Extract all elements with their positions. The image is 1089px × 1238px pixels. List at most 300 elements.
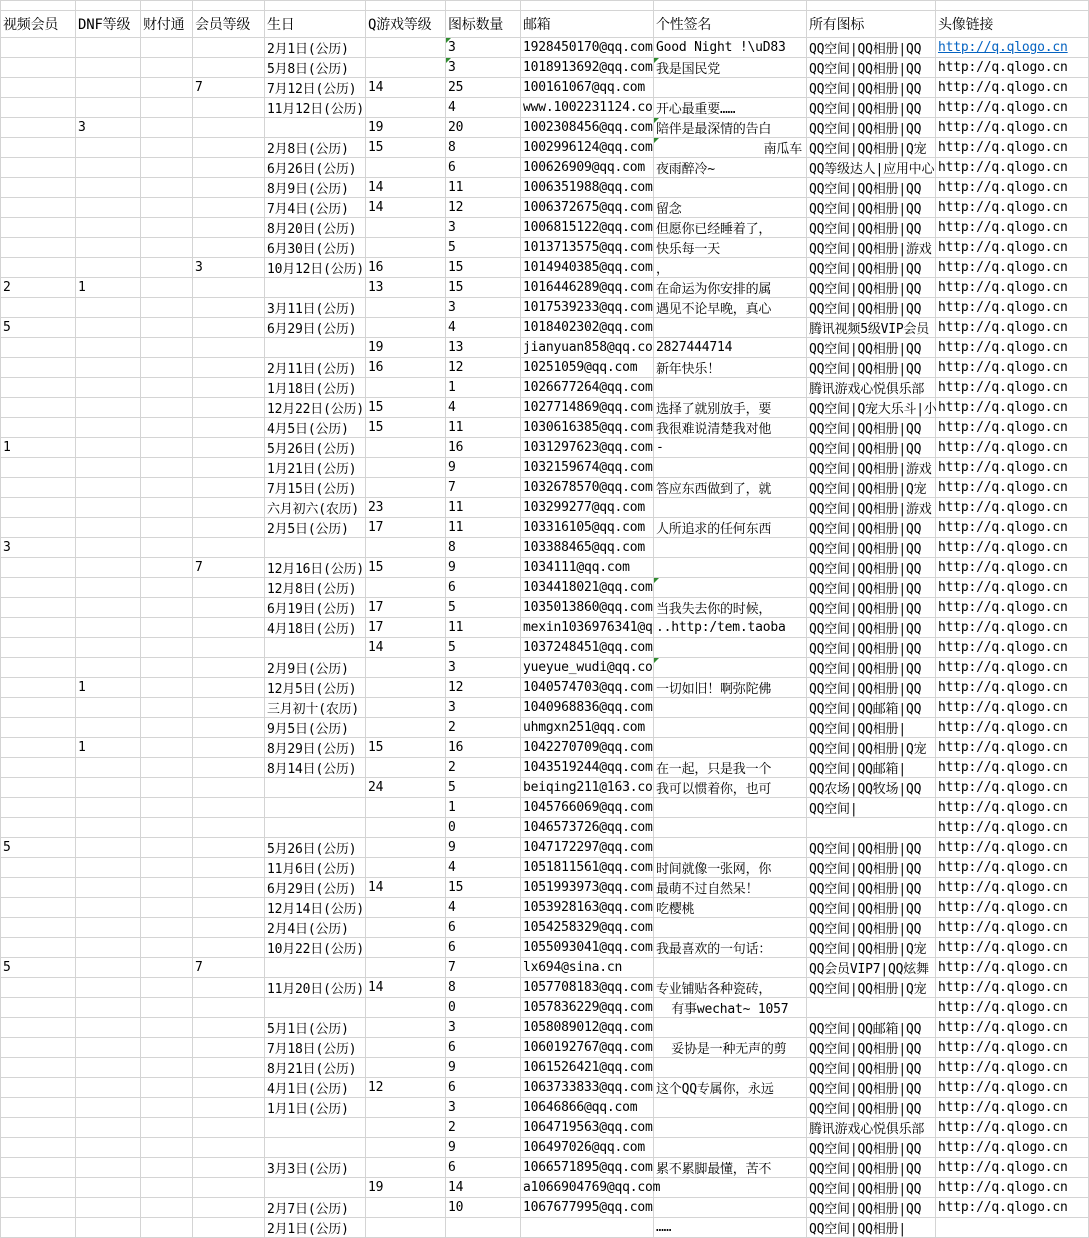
- cell-dnf-level[interactable]: [76, 78, 141, 98]
- cell-email[interactable]: 1045766069@qq.com: [521, 798, 654, 818]
- cell-icon-count[interactable]: 11: [446, 178, 521, 198]
- cell-member-level[interactable]: [193, 318, 265, 338]
- cell-avatar-link[interactable]: http://q.qlogo.cn: [936, 698, 1089, 718]
- cell-avatar-link[interactable]: http://q.qlogo.cn: [936, 878, 1089, 898]
- cell-signature[interactable]: 留念: [654, 198, 807, 218]
- cell-tenpay[interactable]: [141, 278, 193, 298]
- cell-video-vip[interactable]: [1, 138, 76, 158]
- cell-icon-count[interactable]: 9: [446, 458, 521, 478]
- cell-avatar-link[interactable]: http://q.qlogo.cn: [936, 938, 1089, 958]
- cell-all-icons[interactable]: QQ空间|QQ相册|QQ: [807, 858, 936, 878]
- cell-all-icons[interactable]: QQ空间|QQ相册|QQ: [807, 198, 936, 218]
- cell-email[interactable]: 1017539233@qq.com: [521, 298, 654, 318]
- cell-avatar-link[interactable]: http://q.qlogo.cn: [936, 558, 1089, 578]
- cell-birthday[interactable]: [265, 798, 366, 818]
- cell-member-level[interactable]: [193, 178, 265, 198]
- cell-avatar-link[interactable]: http://q.qlogo.cn: [936, 358, 1089, 378]
- cell-signature[interactable]: [654, 838, 807, 858]
- cell-avatar-link[interactable]: http://q.qlogo.cn: [936, 638, 1089, 658]
- cell-icon-count[interactable]: 12: [446, 678, 521, 698]
- cell-birthday[interactable]: 11月6日(公历): [265, 858, 366, 878]
- cell-icon-count[interactable]: 3: [446, 1098, 521, 1118]
- cell-avatar-link[interactable]: http://q.qlogo.cn: [936, 1178, 1089, 1198]
- cell-signature[interactable]: 选择了就别放手，要: [654, 398, 807, 418]
- cell-tenpay[interactable]: [141, 998, 193, 1018]
- cell-email[interactable]: 1047172297@qq.com: [521, 838, 654, 858]
- cell-tenpay[interactable]: [141, 858, 193, 878]
- cell-signature[interactable]: [654, 1058, 807, 1078]
- cell-qgame-level[interactable]: 17: [366, 618, 446, 638]
- cell-avatar-link[interactable]: http://q.qlogo.cn: [936, 718, 1089, 738]
- cell-icon-count[interactable]: 3: [446, 658, 521, 678]
- cell-signature[interactable]: [654, 558, 807, 578]
- cell-tenpay[interactable]: [141, 958, 193, 978]
- cell-icon-count[interactable]: 11: [446, 618, 521, 638]
- cell-dnf-level[interactable]: [76, 818, 141, 838]
- cell-video-vip[interactable]: [1, 1018, 76, 1038]
- cell-signature[interactable]: [654, 1118, 807, 1138]
- cell-qgame-level[interactable]: [366, 718, 446, 738]
- cell-avatar-link[interactable]: http://q.qlogo.cn: [936, 1018, 1089, 1038]
- cell-video-vip[interactable]: [1, 238, 76, 258]
- cell-video-vip[interactable]: [1, 1138, 76, 1158]
- cell-tenpay[interactable]: [141, 1018, 193, 1038]
- cell-qgame-level[interactable]: 19: [366, 338, 446, 358]
- cell-avatar-link[interactable]: http://q.qlogo.cn: [936, 278, 1089, 298]
- cell-email[interactable]: 1042270709@qq.com: [521, 738, 654, 758]
- cell-email[interactable]: 100161067@qq.com: [521, 78, 654, 98]
- cell-all-icons[interactable]: QQ空间|QQ相册|QQ: [807, 638, 936, 658]
- cell-dnf-level[interactable]: [76, 938, 141, 958]
- cell-avatar-link[interactable]: http://q.qlogo.cn: [936, 498, 1089, 518]
- cell-all-icons[interactable]: QQ空间|QQ邮箱|QQ: [807, 698, 936, 718]
- cell-birthday[interactable]: 12月5日(公历): [265, 678, 366, 698]
- cell-icon-count[interactable]: 4: [446, 98, 521, 118]
- cell-signature[interactable]: 妥协是一种无声的剪: [654, 1038, 807, 1058]
- cell-all-icons[interactable]: 腾讯游戏心悦俱乐部: [807, 1118, 936, 1138]
- cell-dnf-level[interactable]: [76, 638, 141, 658]
- cell-all-icons[interactable]: QQ农场|QQ牧场|QQ: [807, 778, 936, 798]
- cell-member-level[interactable]: [193, 578, 265, 598]
- cell-icon-count[interactable]: 2: [446, 1118, 521, 1138]
- cell-icon-count[interactable]: 12: [446, 198, 521, 218]
- cell-member-level[interactable]: 7: [193, 958, 265, 978]
- cell-icon-count[interactable]: 1: [446, 378, 521, 398]
- cell-email[interactable]: 106497026@qq.com: [521, 1138, 654, 1158]
- cell-birthday[interactable]: [265, 638, 366, 658]
- cell-birthday[interactable]: [265, 538, 366, 558]
- cell-tenpay[interactable]: [141, 978, 193, 998]
- cell-email[interactable]: 1046573726@qq.com: [521, 818, 654, 838]
- cell-tenpay[interactable]: [141, 58, 193, 78]
- cell-all-icons[interactable]: QQ空间|QQ相册|QQ: [807, 538, 936, 558]
- cell-video-vip[interactable]: [1, 398, 76, 418]
- cell-tenpay[interactable]: [141, 1138, 193, 1158]
- cell-dnf-level[interactable]: [76, 1078, 141, 1098]
- cell-signature[interactable]: [654, 1198, 807, 1218]
- cell-icon-count[interactable]: 2: [446, 718, 521, 738]
- cell-birthday[interactable]: 8月21日(公历): [265, 1058, 366, 1078]
- cell-qgame-level[interactable]: [366, 218, 446, 238]
- cell-dnf-level[interactable]: [76, 978, 141, 998]
- cell-qgame-level[interactable]: [366, 1118, 446, 1138]
- cell-dnf-level[interactable]: [76, 498, 141, 518]
- cell-dnf-level[interactable]: [76, 1158, 141, 1178]
- cell-all-icons[interactable]: QQ空间|QQ相册|: [807, 718, 936, 738]
- cell-qgame-level[interactable]: [366, 818, 446, 838]
- cell-avatar-link[interactable]: http://q.qlogo.cn: [936, 898, 1089, 918]
- cell-video-vip[interactable]: [1, 858, 76, 878]
- cell-birthday[interactable]: 8月9日(公历): [265, 178, 366, 198]
- cell-signature[interactable]: 当我失去你的时候，: [654, 598, 807, 618]
- cell-avatar-link[interactable]: http://q.qlogo.cn: [936, 478, 1089, 498]
- column-header-icon-count[interactable]: 图标数量: [446, 11, 521, 38]
- cell-avatar-link[interactable]: http://q.qlogo.cn: [936, 598, 1089, 618]
- cell-birthday[interactable]: 10月22日(公历): [265, 938, 366, 958]
- cell-tenpay[interactable]: [141, 318, 193, 338]
- cell-video-vip[interactable]: [1, 798, 76, 818]
- column-header-video-vip[interactable]: 视频会员: [1, 11, 76, 38]
- cell-icon-count[interactable]: 5: [446, 778, 521, 798]
- cell-signature[interactable]: [654, 958, 807, 978]
- cell-qgame-level[interactable]: 16: [366, 258, 446, 278]
- cell-icon-count[interactable]: 1: [446, 798, 521, 818]
- cell-birthday[interactable]: 5月26日(公历): [265, 838, 366, 858]
- cell-all-icons[interactable]: QQ空间|Q宠大乐斗|小: [807, 398, 936, 418]
- cell-dnf-level[interactable]: 3: [76, 118, 141, 138]
- cell-tenpay[interactable]: [141, 758, 193, 778]
- cell-qgame-level[interactable]: [366, 578, 446, 598]
- cell-birthday[interactable]: 8月29日(公历): [265, 738, 366, 758]
- cell-dnf-level[interactable]: [76, 318, 141, 338]
- cell-signature[interactable]: 夜雨醉冷~: [654, 158, 807, 178]
- cell-email[interactable]: 1057708183@qq.com: [521, 978, 654, 998]
- cell-member-level[interactable]: 7: [193, 558, 265, 578]
- cell-tenpay[interactable]: [141, 798, 193, 818]
- cell-all-icons[interactable]: QQ空间|QQ相册|QQ: [807, 218, 936, 238]
- cell-qgame-level[interactable]: 23: [366, 498, 446, 518]
- cell-email[interactable]: 1002996124@qq.com: [521, 138, 654, 158]
- cell-avatar-link[interactable]: http://q.qlogo.cn: [936, 118, 1089, 138]
- cell-all-icons[interactable]: QQ空间|QQ相册|QQ: [807, 1038, 936, 1058]
- cell-email[interactable]: 1032678570@qq.com: [521, 478, 654, 498]
- cell-qgame-level[interactable]: [366, 798, 446, 818]
- cell-birthday[interactable]: 2月1日(公历): [265, 38, 366, 58]
- cell-all-icons[interactable]: QQ空间|QQ相册|QQ: [807, 658, 936, 678]
- cell-email[interactable]: 1016446289@qq.com: [521, 278, 654, 298]
- cell-qgame-level[interactable]: [366, 98, 446, 118]
- cell-member-level[interactable]: [193, 438, 265, 458]
- cell-avatar-link[interactable]: http://q.qlogo.cn: [936, 738, 1089, 758]
- cell-avatar-link[interactable]: http://q.qlogo.cn: [936, 758, 1089, 778]
- cell-signature[interactable]: [654, 318, 807, 338]
- cell-icon-count[interactable]: 8: [446, 138, 521, 158]
- cell-tenpay[interactable]: [141, 138, 193, 158]
- cell-tenpay[interactable]: [141, 1078, 193, 1098]
- cell-email[interactable]: 1051993973@qq.com: [521, 878, 654, 898]
- cell-signature[interactable]: 有事wechat~ 1057: [654, 998, 807, 1018]
- cell-icon-count[interactable]: 11: [446, 518, 521, 538]
- cell-email[interactable]: 103299277@qq.com: [521, 498, 654, 518]
- cell-dnf-level[interactable]: [76, 718, 141, 738]
- cell-signature[interactable]: [654, 918, 807, 938]
- cell-all-icons[interactable]: [807, 818, 936, 838]
- cell-qgame-level[interactable]: [366, 1018, 446, 1038]
- cell-tenpay[interactable]: [141, 898, 193, 918]
- cell-member-level[interactable]: [193, 678, 265, 698]
- cell-dnf-level[interactable]: [76, 618, 141, 638]
- cell-video-vip[interactable]: [1, 98, 76, 118]
- cell-all-icons[interactable]: QQ空间|QQ相册|QQ: [807, 578, 936, 598]
- cell-video-vip[interactable]: [1, 658, 76, 678]
- cell-birthday[interactable]: 6月26日(公历): [265, 158, 366, 178]
- cell-tenpay[interactable]: [141, 838, 193, 858]
- cell-dnf-level[interactable]: [76, 858, 141, 878]
- cell-member-level[interactable]: 3: [193, 258, 265, 278]
- cell-dnf-level[interactable]: [76, 218, 141, 238]
- cell-signature[interactable]: ，: [654, 258, 807, 278]
- cell-member-level[interactable]: [193, 398, 265, 418]
- cell-tenpay[interactable]: [141, 598, 193, 618]
- cell-dnf-level[interactable]: [76, 1218, 141, 1238]
- cell-tenpay[interactable]: [141, 1158, 193, 1178]
- cell-email[interactable]: 1018402302@qq.com: [521, 318, 654, 338]
- cell-avatar-link[interactable]: http://q.qlogo.cn: [936, 438, 1089, 458]
- cell-all-icons[interactable]: QQ空间|QQ相册|游戏: [807, 238, 936, 258]
- cell-avatar-link[interactable]: http://q.qlogo.cn: [936, 58, 1089, 78]
- cell-avatar-link[interactable]: http://q.qlogo.cn: [936, 618, 1089, 638]
- cell-all-icons[interactable]: 腾讯视频5级VIP会员: [807, 318, 936, 338]
- cell-email[interactable]: jianyuan858@qq.co: [521, 338, 654, 358]
- column-header-email[interactable]: 邮箱: [521, 11, 654, 38]
- cell-member-level[interactable]: [193, 1018, 265, 1038]
- cell-icon-count[interactable]: 0: [446, 818, 521, 838]
- cell-video-vip[interactable]: [1, 478, 76, 498]
- cell-birthday[interactable]: [265, 338, 366, 358]
- cell-member-level[interactable]: [193, 998, 265, 1018]
- cell-qgame-level[interactable]: 17: [366, 598, 446, 618]
- cell-all-icons[interactable]: QQ空间|QQ相册|QQ: [807, 98, 936, 118]
- cell-tenpay[interactable]: [141, 358, 193, 378]
- cell-qgame-level[interactable]: 15: [366, 558, 446, 578]
- cell-tenpay[interactable]: [141, 1098, 193, 1118]
- cell-qgame-level[interactable]: [366, 538, 446, 558]
- cell-qgame-level[interactable]: [366, 1218, 446, 1238]
- column-header-member-level[interactable]: 会员等级: [193, 11, 265, 38]
- cell-avatar-link[interactable]: http://q.qlogo.cn: [936, 458, 1089, 478]
- column-header-birthday[interactable]: 生日: [265, 11, 366, 38]
- cell-all-icons[interactable]: [807, 998, 936, 1018]
- cell-tenpay[interactable]: [141, 818, 193, 838]
- cell-member-level[interactable]: 7: [193, 78, 265, 98]
- cell-birthday[interactable]: 4月5日(公历): [265, 418, 366, 438]
- cell-dnf-level[interactable]: [76, 158, 141, 178]
- cell-all-icons[interactable]: QQ空间|QQ相册|QQ: [807, 118, 936, 138]
- cell-all-icons[interactable]: QQ空间|QQ相册|QQ: [807, 1198, 936, 1218]
- cell-signature[interactable]: 在一起，只是我一个: [654, 758, 807, 778]
- cell-tenpay[interactable]: [141, 118, 193, 138]
- cell-tenpay[interactable]: [141, 1038, 193, 1058]
- cell-dnf-level[interactable]: [76, 138, 141, 158]
- cell-member-level[interactable]: [193, 638, 265, 658]
- cell-email[interactable]: 1034111@qq.com: [521, 558, 654, 578]
- cell-tenpay[interactable]: [141, 398, 193, 418]
- cell-icon-count[interactable]: 6: [446, 1038, 521, 1058]
- cell-video-vip[interactable]: [1, 418, 76, 438]
- cell-member-level[interactable]: [193, 658, 265, 678]
- cell-video-vip[interactable]: [1, 1178, 76, 1198]
- cell-avatar-link[interactable]: http://q.qlogo.cn: [936, 538, 1089, 558]
- cell-icon-count[interactable]: 9: [446, 558, 521, 578]
- cell-email[interactable]: 1928450170@qq.com: [521, 38, 654, 58]
- cell-all-icons[interactable]: QQ空间|QQ相册|QQ: [807, 1058, 936, 1078]
- cell-birthday[interactable]: 1月1日(公历): [265, 1098, 366, 1118]
- cell-member-level[interactable]: [193, 778, 265, 798]
- cell-member-level[interactable]: [193, 618, 265, 638]
- cell-video-vip[interactable]: [1, 198, 76, 218]
- cell-signature[interactable]: [654, 498, 807, 518]
- cell-member-level[interactable]: [193, 338, 265, 358]
- cell-tenpay[interactable]: [141, 98, 193, 118]
- cell-all-icons[interactable]: QQ空间|QQ邮箱|QQ: [807, 1018, 936, 1038]
- cell-all-icons[interactable]: QQ空间|QQ相册|QQ: [807, 618, 936, 638]
- cell-icon-count[interactable]: 3: [446, 298, 521, 318]
- cell-icon-count[interactable]: 7: [446, 958, 521, 978]
- cell-tenpay[interactable]: [141, 1218, 193, 1238]
- cell-qgame-level[interactable]: [366, 898, 446, 918]
- cell-all-icons[interactable]: QQ空间|QQ相册|QQ: [807, 358, 936, 378]
- cell-all-icons[interactable]: QQ空间|QQ相册|QQ: [807, 678, 936, 698]
- cell-email[interactable]: 1018913692@qq.com: [521, 58, 654, 78]
- cell-tenpay[interactable]: [141, 678, 193, 698]
- cell-signature[interactable]: 开心最重要……: [654, 98, 807, 118]
- cell-signature[interactable]: 一切如旧！啊弥陀佛: [654, 678, 807, 698]
- cell-qgame-level[interactable]: 14: [366, 638, 446, 658]
- cell-birthday[interactable]: 六月初六(农历): [265, 498, 366, 518]
- cell-member-level[interactable]: [193, 218, 265, 238]
- cell-signature[interactable]: 2827444714: [654, 338, 807, 358]
- cell-avatar-link[interactable]: http://q.qlogo.cn: [936, 298, 1089, 318]
- cell-tenpay[interactable]: [141, 198, 193, 218]
- cell-dnf-level[interactable]: [76, 458, 141, 478]
- cell-birthday[interactable]: 2月9日(公历): [265, 658, 366, 678]
- cell-member-level[interactable]: [193, 598, 265, 618]
- cell-dnf-level[interactable]: [76, 58, 141, 78]
- cell-video-vip[interactable]: [1, 78, 76, 98]
- cell-birthday[interactable]: 2月8日(公历): [265, 138, 366, 158]
- cell-avatar-link[interactable]: http://q.qlogo.cn: [936, 518, 1089, 538]
- cell-birthday[interactable]: [265, 818, 366, 838]
- cell-email[interactable]: 1061526421@qq.com: [521, 1058, 654, 1078]
- cell-qgame-level[interactable]: [366, 1158, 446, 1178]
- cell-birthday[interactable]: 4月1日(公历): [265, 1078, 366, 1098]
- cell-dnf-level[interactable]: [76, 1038, 141, 1058]
- cell-all-icons[interactable]: QQ空间|QQ相册|QQ: [807, 258, 936, 278]
- cell-video-vip[interactable]: [1, 678, 76, 698]
- cell-icon-count[interactable]: 4: [446, 858, 521, 878]
- cell-dnf-level[interactable]: [76, 358, 141, 378]
- cell-video-vip[interactable]: [1, 1098, 76, 1118]
- cell-tenpay[interactable]: [141, 778, 193, 798]
- cell-avatar-link[interactable]: http://q.qlogo.cn: [936, 1038, 1089, 1058]
- cell-member-level[interactable]: [193, 138, 265, 158]
- cell-signature[interactable]: 但愿你已经睡着了，: [654, 218, 807, 238]
- cell-icon-count[interactable]: 8: [446, 538, 521, 558]
- cell-signature[interactable]: 遇见不论早晚，真心: [654, 298, 807, 318]
- cell-icon-count[interactable]: 5: [446, 638, 521, 658]
- cell-signature[interactable]: 人所追求的任何东西: [654, 518, 807, 538]
- cell-dnf-level[interactable]: 1: [76, 738, 141, 758]
- cell-birthday[interactable]: [265, 998, 366, 1018]
- cell-icon-count[interactable]: 16: [446, 438, 521, 458]
- cell-email[interactable]: www.1002231124.co: [521, 98, 654, 118]
- cell-video-vip[interactable]: [1, 1218, 76, 1238]
- cell-video-vip[interactable]: [1, 938, 76, 958]
- cell-email[interactable]: [521, 1218, 654, 1238]
- cell-signature[interactable]: [654, 1178, 807, 1198]
- cell-signature[interactable]: 累不累脚最懂，苦不: [654, 1158, 807, 1178]
- cell-dnf-level[interactable]: [76, 418, 141, 438]
- cell-email[interactable]: 10646866@qq.com: [521, 1098, 654, 1118]
- cell-signature[interactable]: 这个QQ专属你，永远: [654, 1078, 807, 1098]
- cell-avatar-link[interactable]: http://q.qlogo.cn: [936, 778, 1089, 798]
- cell-email[interactable]: 10251059@qq.com: [521, 358, 654, 378]
- cell-icon-count[interactable]: 7: [446, 478, 521, 498]
- cell-icon-count[interactable]: 12: [446, 358, 521, 378]
- cell-video-vip[interactable]: [1, 618, 76, 638]
- cell-email[interactable]: 1057836229@qq.com: [521, 998, 654, 1018]
- cell-dnf-level[interactable]: [76, 398, 141, 418]
- cell-qgame-level[interactable]: 14: [366, 178, 446, 198]
- cell-qgame-level[interactable]: [366, 298, 446, 318]
- cell-icon-count[interactable]: 10: [446, 1198, 521, 1218]
- cell-dnf-level[interactable]: [76, 98, 141, 118]
- cell-dnf-level[interactable]: [76, 438, 141, 458]
- cell-dnf-level[interactable]: [76, 338, 141, 358]
- cell-signature[interactable]: [654, 638, 807, 658]
- cell-tenpay[interactable]: [141, 38, 193, 58]
- cell-member-level[interactable]: [193, 118, 265, 138]
- cell-dnf-level[interactable]: [76, 378, 141, 398]
- cell-email[interactable]: lx694@sina.cn: [521, 958, 654, 978]
- column-header-tenpay[interactable]: 财付通: [141, 11, 193, 38]
- cell-video-vip[interactable]: [1, 338, 76, 358]
- cell-avatar-link[interactable]: http://q.qlogo.cn: [936, 98, 1089, 118]
- cell-all-icons[interactable]: QQ空间|QQ相册|游戏: [807, 498, 936, 518]
- cell-avatar-link[interactable]: http://q.qlogo.cn: [936, 858, 1089, 878]
- cell-birthday[interactable]: 6月29日(公历): [265, 878, 366, 898]
- cell-birthday[interactable]: 6月30日(公历): [265, 238, 366, 258]
- cell-member-level[interactable]: [193, 1138, 265, 1158]
- cell-dnf-level[interactable]: [76, 1018, 141, 1038]
- cell-avatar-link[interactable]: http://q.qlogo.cn: [936, 78, 1089, 98]
- cell-all-icons[interactable]: QQ空间|QQ相册|QQ: [807, 878, 936, 898]
- cell-birthday[interactable]: [265, 1118, 366, 1138]
- cell-avatar-link[interactable]: http://q.qlogo.cn: [936, 1198, 1089, 1218]
- cell-all-icons[interactable]: QQ空间|QQ相册|QQ: [807, 918, 936, 938]
- cell-avatar-link[interactable]: http://q.qlogo.cn: [936, 838, 1089, 858]
- cell-email[interactable]: beiqing211@163.co: [521, 778, 654, 798]
- cell-birthday[interactable]: 2月11日(公历): [265, 358, 366, 378]
- cell-qgame-level[interactable]: [366, 38, 446, 58]
- cell-all-icons[interactable]: QQ空间|QQ相册|: [807, 1218, 936, 1238]
- cell-birthday[interactable]: 三月初十(农历): [265, 698, 366, 718]
- cell-birthday[interactable]: 12月8日(公历): [265, 578, 366, 598]
- cell-dnf-level[interactable]: [76, 778, 141, 798]
- cell-qgame-level[interactable]: 19: [366, 1178, 446, 1198]
- cell-member-level[interactable]: [193, 818, 265, 838]
- cell-qgame-level[interactable]: 14: [366, 198, 446, 218]
